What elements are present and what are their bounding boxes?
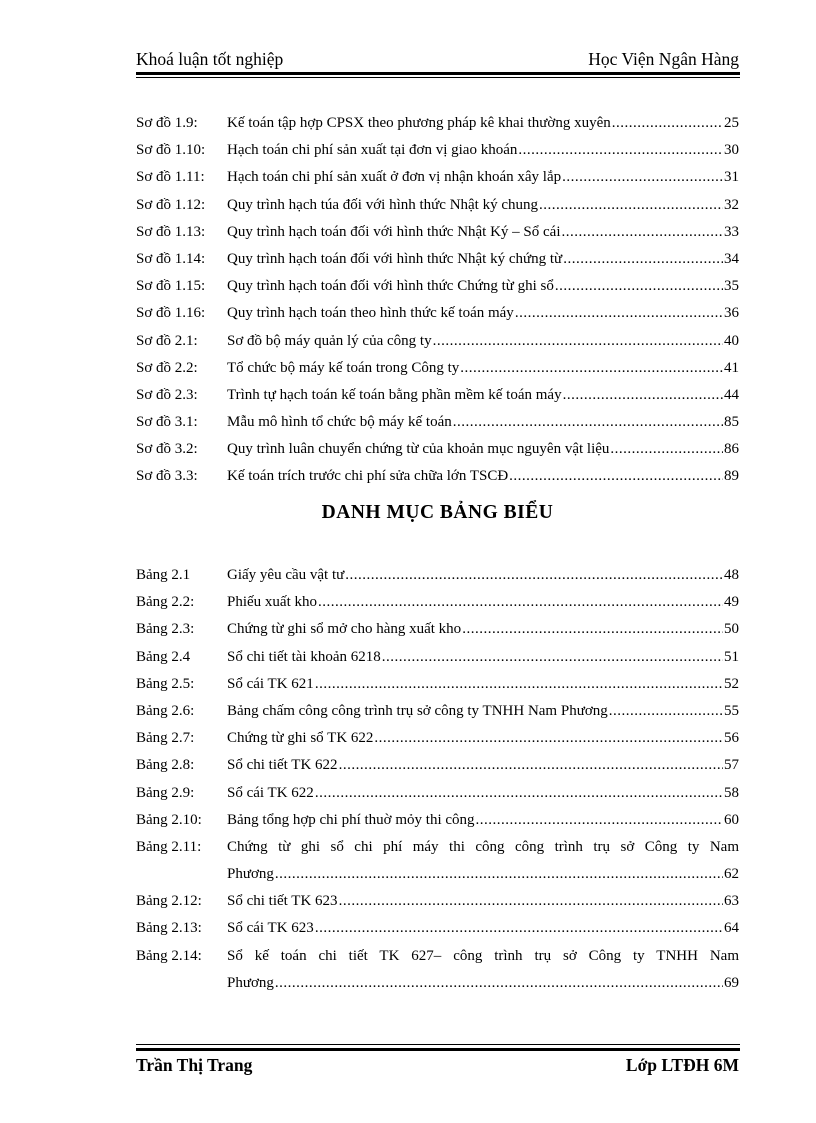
toc-page: 40 <box>724 332 739 349</box>
footer-rule-thin <box>136 1044 740 1045</box>
header-rule-thin <box>136 77 740 78</box>
toc-text: Quy trình hạch toán đối với hình thức Nhật ký chứng từ <box>227 250 563 267</box>
toc-row-wrapped-first <box>136 834 739 861</box>
dot-leader <box>315 915 723 942</box>
toc-text: Kế toán tập hợp CPSX theo phương pháp kê khai thường xuyên <box>227 115 611 131</box>
dot-leader <box>339 752 723 779</box>
dot-leader <box>339 888 723 915</box>
toc-label: Sơ đồ 1.10: <box>136 142 206 159</box>
toc-label: Bảng 2.8: <box>136 757 195 774</box>
toc-page: 34 <box>724 250 739 267</box>
toc-text: Quy trình hạch toán đối với hình thức Nhật Ký – Sổ cái <box>227 223 561 240</box>
dot-leader <box>562 164 723 191</box>
toc-label: Sơ đồ 1.13: <box>136 223 206 240</box>
toc-page: 35 <box>724 278 739 295</box>
toc-row <box>136 463 739 490</box>
toc-row <box>136 382 739 409</box>
toc-text: Phiếu xuất kho <box>227 594 317 611</box>
dot-leader <box>433 328 723 355</box>
toc-row <box>136 137 739 164</box>
toc-label: Sơ đồ 3.1: <box>136 414 198 431</box>
diagram-list <box>136 110 739 491</box>
toc-text: Quy trình hạch túa đối với hình thức Nhật ký chung <box>227 196 539 213</box>
toc-text: Hạch toán chi phí sản xuất tại đơn vị giao khoán <box>227 142 518 159</box>
toc-page: 63 <box>724 893 739 910</box>
toc-page: 52 <box>724 675 739 692</box>
header-thesis-title: Khoá luận tốt nghiệp <box>136 49 284 69</box>
toc-row <box>136 644 739 671</box>
toc-row <box>136 409 739 436</box>
toc-text: Giấy yêu cầu vật tư <box>227 567 345 583</box>
toc-label: Bảng 2.14: <box>136 947 202 964</box>
footer-rule-thick <box>136 1048 740 1051</box>
toc-row <box>136 273 739 300</box>
toc-label: Sơ đồ 3.2: <box>136 441 198 458</box>
toc-page: 64 <box>724 920 739 937</box>
toc-label: Sơ đồ 2.1: <box>136 332 198 349</box>
toc-page: 69 <box>724 974 739 991</box>
toc-page: 33 <box>724 223 739 240</box>
toc-row <box>136 888 739 915</box>
header-rule-thick <box>136 72 740 75</box>
toc-label: Sơ đồ 3.3: <box>136 468 198 485</box>
toc-row <box>136 110 739 137</box>
toc-page: 48 <box>724 567 739 583</box>
dot-leader <box>460 355 723 382</box>
dot-leader <box>563 382 723 409</box>
dot-leader <box>562 219 723 246</box>
dot-leader <box>345 562 723 589</box>
toc-row <box>136 671 739 698</box>
dot-leader <box>318 589 723 616</box>
toc-row <box>136 436 739 463</box>
dot-leader <box>462 616 723 643</box>
dot-leader <box>612 110 723 137</box>
toc-row <box>136 807 739 834</box>
toc-text: Sổ cái TK 623 <box>227 920 314 937</box>
toc-row <box>136 780 739 807</box>
toc-row-wrapped-second <box>136 970 739 997</box>
toc-text: Sổ cái TK 621 <box>227 675 314 692</box>
toc-page: 36 <box>724 305 739 322</box>
dot-leader <box>315 671 723 698</box>
dot-leader <box>518 137 723 164</box>
toc-label: Bảng 2.3: <box>136 621 195 638</box>
toc-text: Tổ chức bộ máy kế toán trong Công ty <box>227 359 460 376</box>
toc-label: Sơ đồ 1.12: <box>136 196 206 213</box>
toc-label: Bảng 2.6: <box>136 702 195 719</box>
toc-page: 31 <box>724 169 739 186</box>
toc-page: 60 <box>724 811 739 828</box>
toc-text: Bảng tổng hợp chi phí thuờ mỏy thi công <box>227 811 475 828</box>
dot-leader <box>382 644 723 671</box>
toc-text: Sổ chi tiết TK 622 <box>227 757 338 774</box>
toc-row <box>136 328 739 355</box>
toc-page: 51 <box>724 648 739 665</box>
toc-text: Quy trình luân chuyển chứng từ của khoản mục nguyên vật liệu <box>227 441 610 458</box>
toc-page: 89 <box>724 468 739 485</box>
toc-text: Sổ kế toán chi tiết TK 627– công trình trụ sở Công ty TNHH Nam <box>227 947 739 964</box>
toc-label: Bảng 2.11: <box>136 838 202 855</box>
toc-page: 56 <box>724 730 739 747</box>
toc-text: Chứng từ ghi sổ chi phí máy thi công công trình trụ sở Công ty Nam <box>227 838 739 855</box>
toc-row <box>136 752 739 779</box>
dot-leader <box>539 192 723 219</box>
toc-page: 86 <box>724 441 739 458</box>
toc-label: Bảng 2.13: <box>136 920 202 937</box>
toc-page: 25 <box>724 115 739 131</box>
toc-text-continued: Phương <box>227 974 274 991</box>
toc-page: 57 <box>724 757 739 774</box>
toc-text: Chứng từ ghi sổ mở cho hàng xuất kho <box>227 621 462 638</box>
toc-label: Bảng 2.9: <box>136 784 195 801</box>
dot-leader <box>275 970 723 997</box>
toc-row <box>136 616 739 643</box>
toc-text: Quy trình hạch toán theo hình thức kế toán máy <box>227 305 514 322</box>
toc-row-wrapped-second <box>136 861 739 888</box>
toc-text: Quy trình hạch toán đối với hình thức Chứng từ ghi sổ <box>227 278 554 295</box>
toc-label: Bảng 2.5: <box>136 675 195 692</box>
toc-page: 50 <box>724 621 739 638</box>
toc-label: Bảng 2.12: <box>136 893 202 910</box>
toc-label: Bảng 2.7: <box>136 730 195 747</box>
toc-page: 30 <box>724 142 739 159</box>
dot-leader <box>555 273 723 300</box>
dot-leader <box>515 300 723 327</box>
toc-row <box>136 300 739 327</box>
toc-label: Bảng 2.2: <box>136 594 195 611</box>
section-title-tables: DANH MỤC BẢNG BIỂU <box>321 502 554 523</box>
toc-row <box>136 562 739 589</box>
dot-leader <box>275 861 723 888</box>
dot-leader <box>476 807 723 834</box>
toc-text: Trình tự hạch toán kế toán bằng phần mềm kế toán máy <box>227 386 562 403</box>
toc-row <box>136 725 739 752</box>
toc-row <box>136 246 739 273</box>
toc-row <box>136 589 739 616</box>
toc-page: 32 <box>724 196 739 213</box>
page-footer <box>136 1055 739 1079</box>
dot-leader <box>509 463 723 490</box>
toc-text: Kế toán trích trước chi phí sửa chữa lớn TSCĐ <box>227 468 509 485</box>
dot-leader <box>609 698 723 725</box>
dot-leader <box>610 436 723 463</box>
dot-leader <box>453 409 723 436</box>
toc-text: Hạch toán chi phí sản xuất ở đơn vị nhận khoán xây lắp <box>227 169 562 186</box>
toc-row <box>136 192 739 219</box>
toc-label: Bảng 2.4 <box>136 648 191 665</box>
toc-row <box>136 915 739 942</box>
page-header <box>136 49 739 73</box>
table-list <box>136 562 739 997</box>
footer-class: Lớp LTĐH 6M <box>625 1055 739 1075</box>
toc-row <box>136 219 739 246</box>
toc-text: Sổ chi tiết TK 623 <box>227 893 338 910</box>
toc-label: Sơ đồ 1.15: <box>136 278 206 295</box>
toc-row <box>136 355 739 382</box>
toc-label: Sơ đồ 1.11: <box>136 169 205 186</box>
toc-text: Chứng từ ghi sổ TK 622 <box>227 730 374 747</box>
toc-label: Bảng 2.1 <box>136 567 191 583</box>
toc-label: Sơ đồ 2.3: <box>136 386 198 403</box>
footer-author: Trần Thị Trang <box>136 1055 253 1075</box>
toc-text-continued: Phương <box>227 866 274 883</box>
toc-page: 62 <box>724 866 739 883</box>
toc-label: Sơ đồ 1.14: <box>136 250 206 267</box>
toc-page: 58 <box>724 784 739 801</box>
toc-page: 49 <box>724 594 739 611</box>
toc-label: Sơ đồ 1.16: <box>136 305 206 322</box>
header-institution: Học Viện Ngân Hàng <box>588 49 739 69</box>
toc-text: Sổ cái TK 622 <box>227 784 314 801</box>
dot-leader <box>315 780 723 807</box>
toc-page: 55 <box>724 702 739 719</box>
toc-text: Mẫu mô hình tổ chức bộ máy kế toán <box>227 414 452 431</box>
toc-text: Sổ chi tiết tài khoản 6218 <box>227 648 381 665</box>
toc-label: Bảng 2.10: <box>136 811 202 828</box>
dot-leader <box>563 246 723 273</box>
toc-page: 85 <box>724 414 739 431</box>
toc-text: Sơ đồ bộ máy quản lý của công ty <box>227 332 432 349</box>
dot-leader <box>374 725 723 752</box>
toc-row-wrapped-first <box>136 943 739 970</box>
toc-page: 44 <box>724 386 739 403</box>
toc-page: 41 <box>724 359 739 376</box>
toc-row <box>136 698 739 725</box>
toc-text: Bảng chấm công công trình trụ sở công ty TNHH Nam Phương <box>227 702 608 719</box>
toc-row <box>136 164 739 191</box>
toc-label: Sơ đồ 2.2: <box>136 359 198 376</box>
toc-label: Sơ đồ 1.9: <box>136 115 198 131</box>
